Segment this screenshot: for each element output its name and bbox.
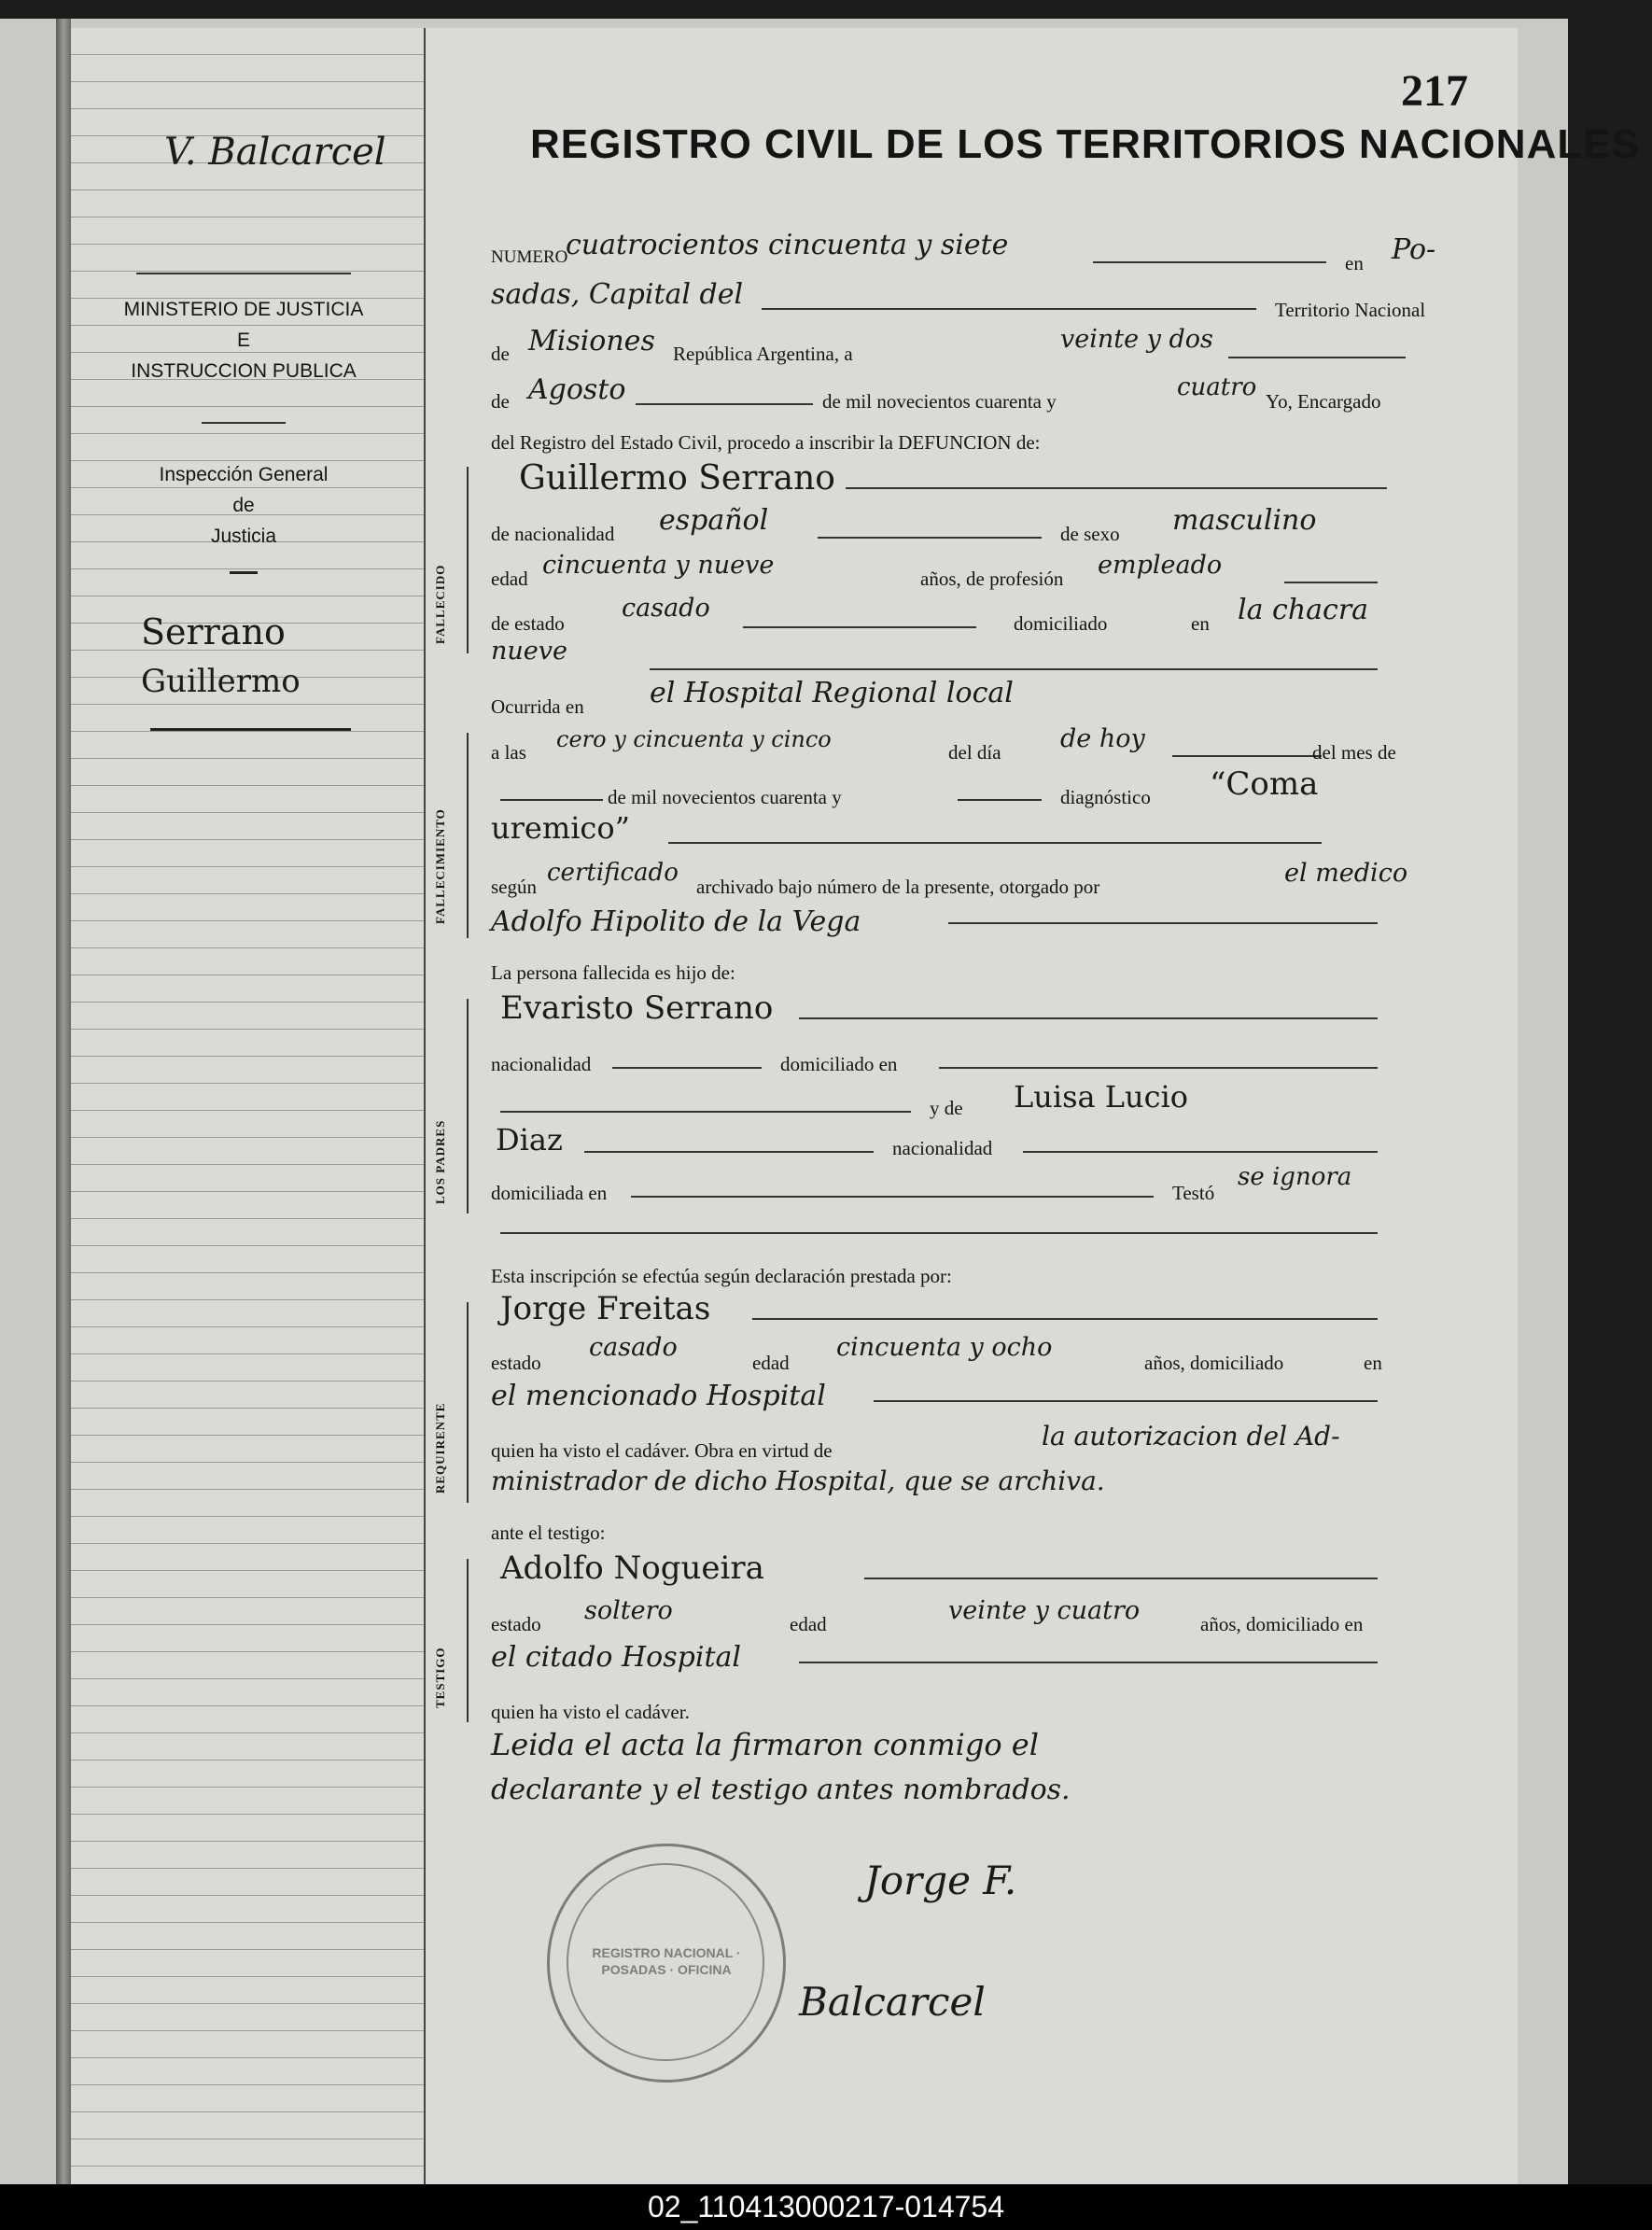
domiciliado-en-label: domiciliado en	[780, 1053, 898, 1075]
sexo-label: de sexo	[1060, 523, 1120, 545]
fill-line	[1172, 755, 1322, 757]
ministry-line-1: MINISTERIO DE JUSTICIA	[123, 299, 364, 320]
mes-value: Agosto	[528, 373, 626, 406]
bracket-fallecido	[467, 467, 476, 653]
fill-line	[1228, 357, 1406, 358]
fill-line	[939, 1067, 1378, 1069]
fill-line	[864, 1578, 1378, 1579]
domiciliado-label: domiciliado	[1014, 612, 1108, 635]
certificado-value: certificado	[547, 859, 679, 887]
esta-inscripcion-label: Esta inscripción se efectúa según declaración prestada por:	[491, 1265, 952, 1287]
fill-line	[500, 799, 603, 801]
inspection-line-2: de	[232, 495, 255, 516]
fill-line	[650, 668, 1378, 670]
padre-value: Evaristo Serrano	[500, 989, 774, 1027]
edad-label: edad	[491, 568, 528, 590]
fill-line	[846, 487, 1387, 489]
image-id-footer: 02_110413000217-014754	[0, 2184, 1652, 2230]
anio-value: cuatro	[1177, 373, 1257, 401]
fill-line	[948, 922, 1378, 924]
fill-line	[799, 1662, 1378, 1663]
estado-label-3: estado	[491, 1613, 541, 1635]
estado-label-2: estado	[491, 1352, 541, 1374]
sexo-value: masculino	[1172, 504, 1317, 537]
madre-value-2: Diaz	[496, 1122, 563, 1157]
requirente-domicilio: el mencionado Hospital	[491, 1380, 826, 1412]
bracket-requirente	[467, 1302, 476, 1503]
de-label-2: de	[491, 390, 510, 413]
fill-line	[584, 1151, 874, 1153]
de-mil-label: de mil novecientos cuarenta y	[822, 390, 1057, 413]
testigo-edad: veinte y cuatro	[948, 1596, 1141, 1625]
del-registro-label: del Registro del Estado Civil, procedo a inscribir la DEFUNCION de:	[491, 431, 1041, 454]
edad-label-3: edad	[790, 1613, 827, 1635]
testigo-name: Adolfo Nogueira	[500, 1550, 764, 1587]
closing-line-2: declarante y el testigo antes nombrados.	[491, 1774, 1071, 1806]
territorio-value: Misiones	[528, 325, 655, 358]
fill-line	[958, 799, 1042, 801]
republica-label: República Argentina, a	[673, 343, 853, 365]
page-number: 217	[1401, 66, 1468, 116]
fill-line	[818, 537, 1042, 539]
fill-line	[1023, 1151, 1378, 1153]
margin-divider	[136, 273, 351, 274]
diagnostico-value-2: uremico”	[491, 810, 630, 846]
margin-short-rule	[202, 422, 286, 424]
testo-label: Testó	[1172, 1182, 1215, 1204]
page-title: REGISTRO CIVIL DE LOS TERRITORIOS NACIONALES	[530, 121, 1640, 167]
territorio-label: Territorio Nacional	[1275, 299, 1426, 321]
ministry-line-3: INSTRUCCION PUBLICA	[131, 360, 357, 382]
diagnostico-value-1: “Coma	[1210, 765, 1319, 803]
margin-dash	[230, 571, 258, 574]
fill-line	[612, 1067, 762, 1069]
fill-line	[762, 308, 1256, 310]
margin-surname: Serrano	[141, 611, 286, 652]
quien-ha-visto-label: quien ha visto el cadáver. Obra en virtud de	[491, 1439, 833, 1462]
fill-line	[1284, 582, 1378, 583]
fallecido-name: Guillermo Serrano	[519, 459, 835, 498]
ante-testigo-label: ante el testigo:	[491, 1522, 606, 1544]
archivado-label: archivado bajo número de la presente, otorgado por	[696, 876, 1100, 898]
book-spine	[56, 19, 71, 2184]
numero-label: NUMERO	[491, 247, 568, 267]
stamp-text: REGISTRO NACIONAL · POSADAS · OFICINA	[592, 1945, 741, 1977]
ocurrida-label: Ocurrida en	[491, 695, 584, 718]
side-label-fallecimiento: FALLECIMIENTO	[433, 808, 447, 924]
domiciliada-label: domiciliada en	[491, 1182, 608, 1204]
inspection-line-1: Inspección General	[159, 464, 329, 485]
register-page	[71, 28, 1640, 2184]
fill-line	[668, 842, 1322, 844]
ministry-line-2: E	[236, 330, 250, 351]
hora-value: cero y cincuenta y cinco	[556, 726, 832, 752]
margin-column	[71, 28, 426, 2184]
nacionalidad-label-3: nacionalidad	[892, 1137, 993, 1159]
diagnostico-label: diagnóstico	[1060, 786, 1151, 808]
official-stamp	[547, 1844, 786, 2083]
inspection-line-3: Justicia	[210, 526, 277, 547]
fecha-dia-value: veinte y dos	[1060, 325, 1213, 354]
bracket-fallecimiento	[467, 733, 476, 938]
en-label-3: en	[1364, 1352, 1382, 1374]
signature-declarant: Jorge F.	[864, 1858, 1017, 1903]
fill-line	[500, 1232, 1378, 1234]
testo-value: se ignora	[1238, 1163, 1352, 1191]
fill-line	[636, 403, 813, 405]
requirente-edad: cincuenta y ocho	[836, 1333, 1053, 1362]
anos-domiciliado-label: años, domiciliado	[1144, 1352, 1284, 1374]
segun-label: según	[491, 876, 537, 898]
y-de-label: y de	[930, 1097, 963, 1119]
side-label-testigo: TESTIGO	[433, 1647, 447, 1708]
nacionalidad-label: de nacionalidad	[491, 523, 615, 545]
del-mes-label: del mes de	[1312, 741, 1396, 764]
dia-value: de hoy	[1060, 724, 1145, 753]
nacionalidad-value: español	[659, 504, 769, 537]
en-value-1: Po-	[1392, 233, 1436, 266]
estado-label: de estado	[491, 612, 565, 635]
requirente-estado: casado	[589, 1333, 678, 1362]
fill-line	[874, 1400, 1378, 1402]
yo-encargado-label: Yo, Encargado	[1266, 390, 1381, 413]
side-label-fallecido: FALLECIDO	[433, 564, 447, 644]
margin-name-underline	[150, 728, 351, 731]
de-mil-label-2: de mil novecientos cuarenta y	[608, 786, 842, 808]
testigo-estado: soltero	[584, 1596, 673, 1625]
en-label: en	[1345, 252, 1364, 274]
requirente-name: Jorge Freitas	[500, 1290, 711, 1327]
estado-value: casado	[622, 594, 710, 623]
margin-signature: V. Balcarcel	[164, 131, 386, 174]
side-label-padres: LOS PADRES	[433, 1119, 447, 1204]
fill-line	[799, 1017, 1378, 1019]
en-value-2: sadas, Capital del	[491, 278, 744, 311]
de-label: de	[491, 343, 510, 365]
margin-given-name: Guillermo	[141, 663, 301, 700]
ocurrida-value: el Hospital Regional local	[650, 677, 1014, 709]
a-las-label: a las	[491, 741, 526, 764]
persona-fallecida-label: La persona fallecida es hijo de:	[491, 961, 735, 984]
signature-officer: Balcarcel	[799, 1979, 986, 2025]
numero-value: cuatrocientos cincuenta y siete	[566, 229, 1009, 261]
bracket-testigo	[467, 1559, 476, 1722]
fill-line	[500, 1111, 911, 1113]
profesion-value: empleado	[1098, 551, 1223, 580]
register-book	[0, 19, 1640, 2184]
quien-ha-visto-label-2: quien ha visto el cadáver.	[491, 1701, 690, 1723]
anos-profesion-label: años, de profesión	[920, 568, 1064, 590]
side-label-requirente: REQUIRENTE	[433, 1402, 447, 1494]
medico-value: Adolfo Hipolito de la Vega	[491, 905, 861, 938]
autorizacion-value-2: ministrador de dicho Hospital, que se archiva.	[491, 1466, 1105, 1496]
anos-domiciliado-en-label: años, domiciliado en	[1200, 1613, 1364, 1635]
en-label-2: en	[1191, 612, 1210, 635]
domicilio-value-2: nueve	[491, 637, 567, 666]
autorizacion-value-1: la autorizacion del Ad-	[1042, 1421, 1340, 1452]
domicilio-value-1: la chacra	[1238, 594, 1369, 626]
madre-value-1: Luisa Lucio	[1014, 1079, 1189, 1115]
edad-label-2: edad	[752, 1352, 790, 1374]
fill-line	[743, 626, 976, 628]
testigo-domicilio: el citado Hospital	[491, 1641, 741, 1674]
fill-line	[752, 1318, 1378, 1320]
closing-line-1: Leida el acta la firmaron conmigo el	[491, 1727, 1039, 1762]
otorgado-value: el medico	[1284, 859, 1408, 888]
bracket-padres	[467, 999, 476, 1213]
fill-line	[1093, 261, 1326, 263]
certificate-form	[426, 28, 1640, 2184]
nacionalidad-label-2: nacionalidad	[491, 1053, 592, 1075]
edad-value: cincuenta y nueve	[542, 551, 775, 580]
fill-line	[631, 1196, 1154, 1198]
del-dia-label: del día	[948, 741, 1001, 764]
